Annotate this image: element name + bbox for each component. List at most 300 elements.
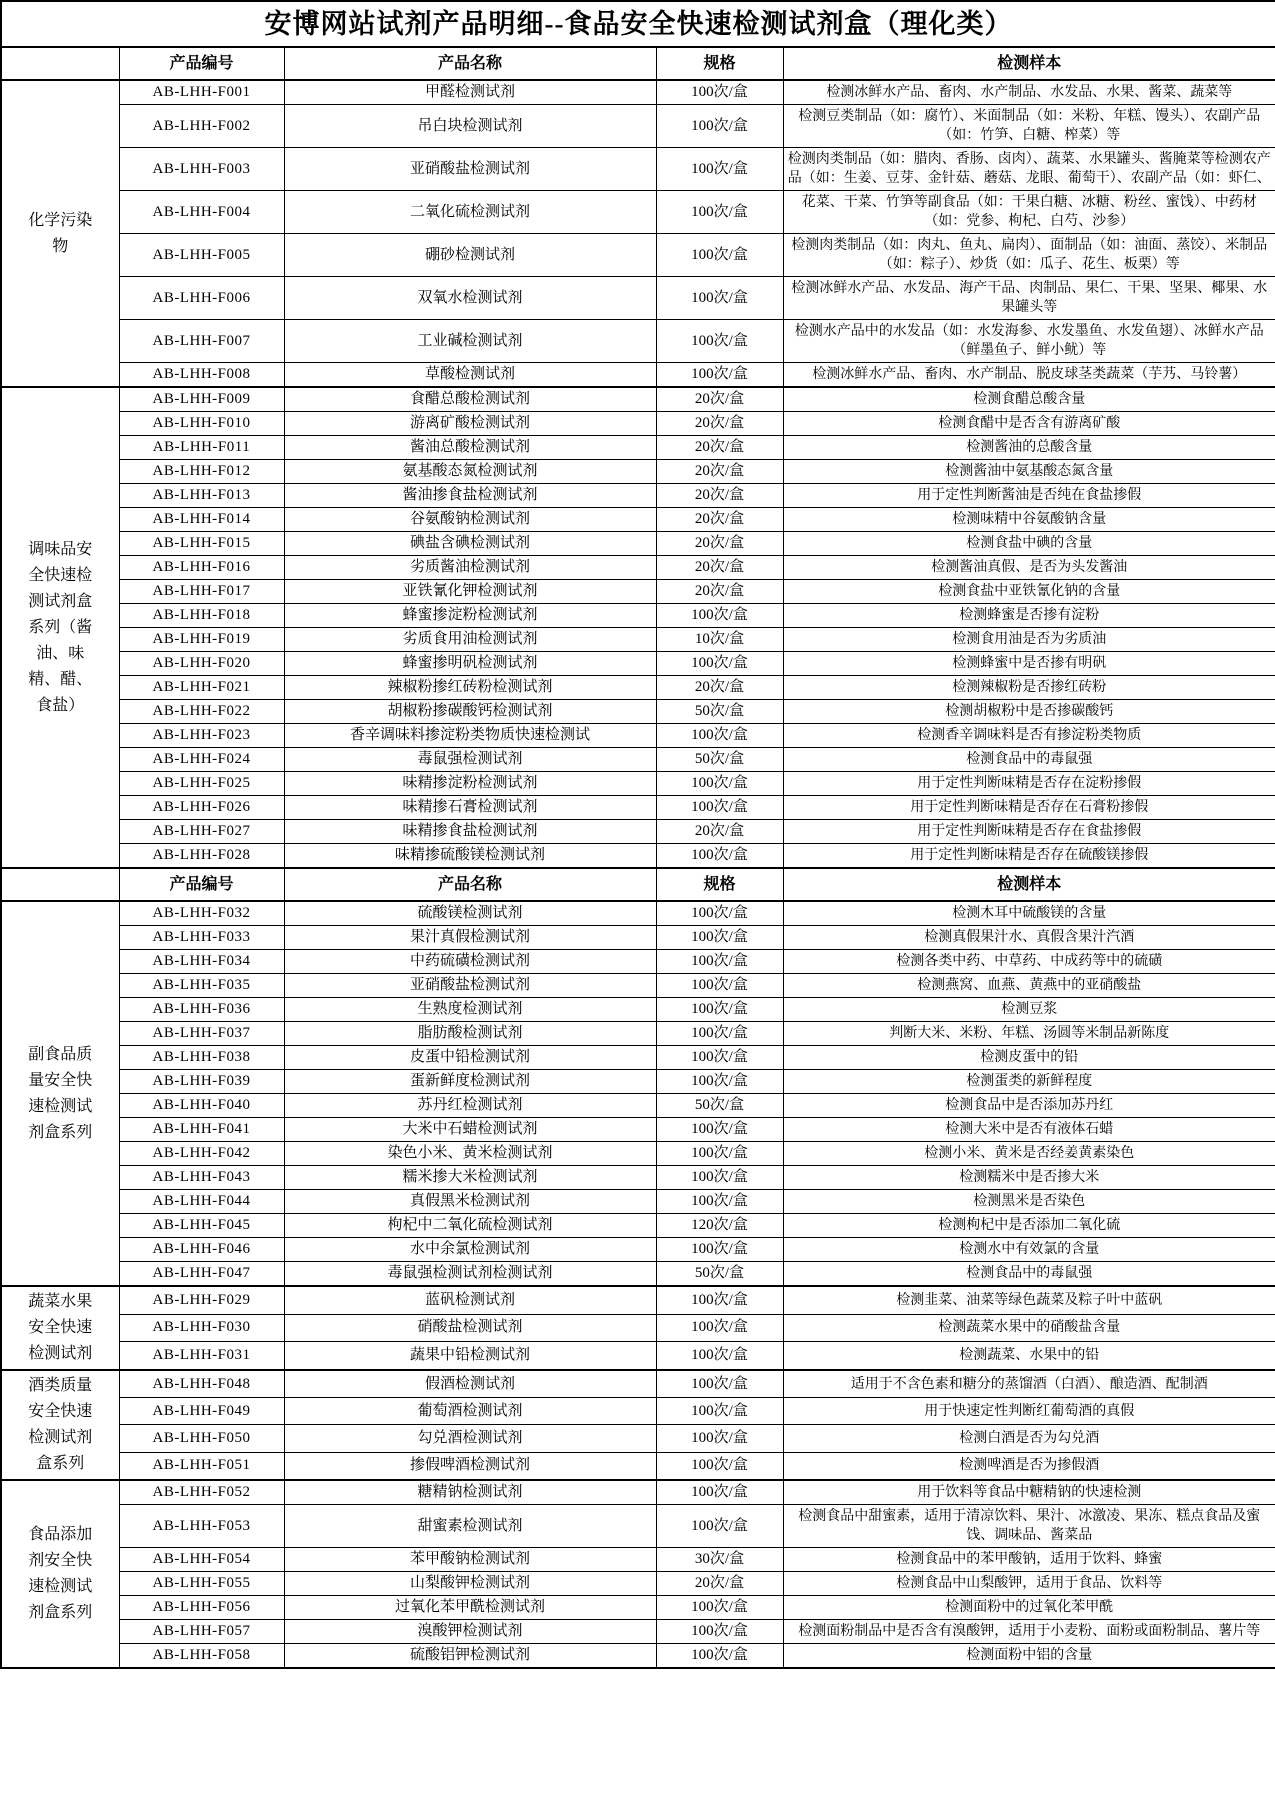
product-spec-cell: 100次/盒 xyxy=(656,277,783,320)
product-spec-cell: 20次/盒 xyxy=(656,484,783,508)
product-name-cell: 糯米掺大米检测试剂 xyxy=(284,1166,656,1190)
product-code-cell: AB-LHH-F022 xyxy=(119,700,284,724)
product-name-cell: 碘盐含碘检测试剂 xyxy=(284,532,656,556)
product-code-cell: AB-LHH-F007 xyxy=(119,320,284,363)
product-spec-cell: 100次/盒 xyxy=(656,1505,783,1548)
product-name-cell: 大米中石蜡检测试剂 xyxy=(284,1118,656,1142)
product-spec-cell: 100次/盒 xyxy=(656,1596,783,1620)
table-row xyxy=(1,1370,1275,1398)
product-name-cell: 蜂蜜掺淀粉检测试剂 xyxy=(284,604,656,628)
product-name-cell: 胡椒粉掺碳酸钙检测试剂 xyxy=(284,700,656,724)
product-spec-cell: 100次/盒 xyxy=(656,1452,783,1480)
product-name-cell: 草酸检测试剂 xyxy=(284,363,656,388)
product-name-cell: 生熟度检测试剂 xyxy=(284,998,656,1022)
table-row xyxy=(1,1398,1275,1425)
table-row xyxy=(1,950,1275,974)
table-row xyxy=(1,508,1275,532)
product-spec-cell: 100次/盒 xyxy=(656,1046,783,1070)
product-sample-cell: 检测食品中的毒鼠强 xyxy=(783,1262,1275,1287)
column-header: 产品名称 xyxy=(284,868,656,901)
table-row xyxy=(1,1022,1275,1046)
product-spec-cell: 20次/盒 xyxy=(656,556,783,580)
product-name-cell: 工业碱检测试剂 xyxy=(284,320,656,363)
product-name-cell: 水中余氯检测试剂 xyxy=(284,1238,656,1262)
product-sample-cell: 检测皮蛋中的铅 xyxy=(783,1046,1275,1070)
product-spec-cell: 100次/盒 xyxy=(656,80,783,105)
product-name-cell: 味精掺淀粉检测试剂 xyxy=(284,772,656,796)
product-name-cell: 味精掺食盐检测试剂 xyxy=(284,820,656,844)
product-name-cell: 毒鼠强检测试剂 xyxy=(284,748,656,772)
product-name-cell: 枸杞中二氧化硫检测试剂 xyxy=(284,1214,656,1238)
product-spec-cell: 100次/盒 xyxy=(656,234,783,277)
product-name-cell: 硫酸铝钾检测试剂 xyxy=(284,1644,656,1669)
product-sample-cell: 检测豆浆 xyxy=(783,998,1275,1022)
product-name-cell: 谷氨酸钠检测试剂 xyxy=(284,508,656,532)
product-sample-cell: 检测糯米中是否掺大米 xyxy=(783,1166,1275,1190)
product-code-cell: AB-LHH-F030 xyxy=(119,1314,284,1342)
product-sample-cell: 检测燕窝、血燕、黄燕中的亚硝酸盐 xyxy=(783,974,1275,998)
table-row xyxy=(1,1314,1275,1342)
column-header: 产品编号 xyxy=(119,47,284,80)
product-code-cell: AB-LHH-F050 xyxy=(119,1425,284,1452)
product-code-cell: AB-LHH-F053 xyxy=(119,1505,284,1548)
product-name-cell: 过氧化苯甲酰检测试剂 xyxy=(284,1596,656,1620)
product-spec-cell: 100次/盒 xyxy=(656,901,783,926)
product-code-cell: AB-LHH-F006 xyxy=(119,277,284,320)
product-spec-cell: 100次/盒 xyxy=(656,1425,783,1452)
title-row xyxy=(1,1,1275,47)
product-code-cell: AB-LHH-F044 xyxy=(119,1190,284,1214)
product-sample-cell: 检测枸杞中是否添加二氧化硫 xyxy=(783,1214,1275,1238)
product-name-cell: 假酒检测试剂 xyxy=(284,1370,656,1398)
product-name-cell: 脂肪酸检测试剂 xyxy=(284,1022,656,1046)
product-code-cell: AB-LHH-F048 xyxy=(119,1370,284,1398)
product-spec-cell: 20次/盒 xyxy=(656,820,783,844)
product-name-cell: 山梨酸钾检测试剂 xyxy=(284,1572,656,1596)
product-code-cell: AB-LHH-F058 xyxy=(119,1644,284,1669)
product-sample-cell: 检测胡椒粉中是否掺碳酸钙 xyxy=(783,700,1275,724)
table-row xyxy=(1,1505,1275,1548)
product-name-cell: 勾兑酒检测试剂 xyxy=(284,1425,656,1452)
table-row xyxy=(1,820,1275,844)
product-sample-cell: 检测韭菜、油菜等绿色蔬菜及粽子叶中蓝矾 xyxy=(783,1286,1275,1314)
product-code-cell: AB-LHH-F032 xyxy=(119,901,284,926)
product-spec-cell: 100次/盒 xyxy=(656,1022,783,1046)
product-name-cell: 酱油掺食盐检测试剂 xyxy=(284,484,656,508)
product-name-cell: 硼砂检测试剂 xyxy=(284,234,656,277)
product-code-cell: AB-LHH-F010 xyxy=(119,412,284,436)
product-name-cell: 味精掺硫酸镁检测试剂 xyxy=(284,844,656,869)
product-code-cell: AB-LHH-F003 xyxy=(119,148,284,191)
product-code-cell: AB-LHH-F009 xyxy=(119,387,284,412)
product-spec-cell: 50次/盒 xyxy=(656,748,783,772)
product-name-cell: 苯甲酸钠检测试剂 xyxy=(284,1548,656,1572)
product-code-cell: AB-LHH-F049 xyxy=(119,1398,284,1425)
product-spec-cell: 100次/盒 xyxy=(656,105,783,148)
product-spec-cell: 100次/盒 xyxy=(656,1480,783,1505)
product-code-cell: AB-LHH-F024 xyxy=(119,748,284,772)
product-name-cell: 辣椒粉掺红砖粉检测试剂 xyxy=(284,676,656,700)
product-name-cell: 吊白块检测试剂 xyxy=(284,105,656,148)
header-row xyxy=(1,868,1275,901)
product-spec-cell: 20次/盒 xyxy=(656,412,783,436)
table-row xyxy=(1,1620,1275,1644)
product-spec-cell: 50次/盒 xyxy=(656,1262,783,1287)
table-row xyxy=(1,148,1275,191)
table-row xyxy=(1,926,1275,950)
product-code-cell: AB-LHH-F005 xyxy=(119,234,284,277)
category-header-empty-cell xyxy=(1,47,119,80)
product-spec-cell: 20次/盒 xyxy=(656,580,783,604)
column-header: 检测样本 xyxy=(783,47,1275,80)
product-code-cell: AB-LHH-F054 xyxy=(119,1548,284,1572)
product-sample-cell: 检测食盐中碘的含量 xyxy=(783,532,1275,556)
product-code-cell: AB-LHH-F036 xyxy=(119,998,284,1022)
product-sample-cell: 检测食品中是否添加苏丹红 xyxy=(783,1094,1275,1118)
table-row xyxy=(1,604,1275,628)
product-spec-cell: 100次/盒 xyxy=(656,796,783,820)
table-row xyxy=(1,748,1275,772)
product-name-cell: 皮蛋中铅检测试剂 xyxy=(284,1046,656,1070)
table-row xyxy=(1,1548,1275,1572)
product-spec-cell: 20次/盒 xyxy=(656,676,783,700)
table-row xyxy=(1,105,1275,148)
table-row xyxy=(1,676,1275,700)
product-code-cell: AB-LHH-F042 xyxy=(119,1142,284,1166)
table-row xyxy=(1,652,1275,676)
table-row xyxy=(1,1572,1275,1596)
product-sample-cell: 检测面粉中铝的含量 xyxy=(783,1644,1275,1669)
product-sample-cell: 检测冰鲜水产品、畜肉、水产制品、脱皮球茎类蔬菜（芋艿、马铃薯） xyxy=(783,363,1275,388)
product-spec-cell: 30次/盒 xyxy=(656,1548,783,1572)
product-sample-cell: 用于定性判断味精是否存在食盐掺假 xyxy=(783,820,1275,844)
product-name-cell: 中药硫磺检测试剂 xyxy=(284,950,656,974)
product-spec-cell: 100次/盒 xyxy=(656,926,783,950)
product-code-cell: AB-LHH-F016 xyxy=(119,556,284,580)
product-name-cell: 果汁真假检测试剂 xyxy=(284,926,656,950)
category-cell: 蔬菜水果安全快速检测试剂 xyxy=(1,1286,119,1370)
category-cell: 副食品质量安全快速检测试剂盒系列 xyxy=(1,901,119,1286)
product-sample-cell: 检测小米、黄米是否经姜黄素染色 xyxy=(783,1142,1275,1166)
product-sample-cell: 检测水产品中的水发品（如：水发海参、水发墨鱼、水发鱼翅）、冰鲜水产品（鲜墨鱼子、鲜小鱿）等 xyxy=(783,320,1275,363)
product-code-cell: AB-LHH-F037 xyxy=(119,1022,284,1046)
product-sample-cell: 检测食品中的毒鼠强 xyxy=(783,748,1275,772)
product-name-cell: 真假黑米检测试剂 xyxy=(284,1190,656,1214)
product-name-cell: 甲醛检测试剂 xyxy=(284,80,656,105)
product-sample-cell: 用于定性判断味精是否存在硫酸镁掺假 xyxy=(783,844,1275,869)
product-sample-cell: 检测面粉制品中是否含有溴酸钾，适用于小麦粉、面粉或面粉制品、薯片等 xyxy=(783,1620,1275,1644)
product-code-cell: AB-LHH-F043 xyxy=(119,1166,284,1190)
product-sample-cell: 检测黑米是否染色 xyxy=(783,1190,1275,1214)
product-name-cell: 劣质酱油检测试剂 xyxy=(284,556,656,580)
product-name-cell: 溴酸钾检测试剂 xyxy=(284,1620,656,1644)
product-spec-cell: 100次/盒 xyxy=(656,1286,783,1314)
table-row xyxy=(1,436,1275,460)
product-code-cell: AB-LHH-F057 xyxy=(119,1620,284,1644)
product-spec-cell: 20次/盒 xyxy=(656,387,783,412)
product-spec-cell: 100次/盒 xyxy=(656,772,783,796)
product-code-cell: AB-LHH-F011 xyxy=(119,436,284,460)
product-code-cell: AB-LHH-F001 xyxy=(119,80,284,105)
category-cell: 调味品安全快速检测试剂盒系列（酱油、味精、醋、食盐） xyxy=(1,387,119,868)
product-name-cell: 劣质食用油检测试剂 xyxy=(284,628,656,652)
table-row xyxy=(1,234,1275,277)
product-sample-cell: 检测蜂蜜中是否掺有明矾 xyxy=(783,652,1275,676)
table-row xyxy=(1,844,1275,869)
table-row xyxy=(1,387,1275,412)
product-sample-cell: 判断大米、米粉、年糕、汤圆等米制品新陈度 xyxy=(783,1022,1275,1046)
product-code-cell: AB-LHH-F031 xyxy=(119,1342,284,1370)
product-sample-cell: 检测味精中谷氨酸钠含量 xyxy=(783,508,1275,532)
product-spec-cell: 100次/盒 xyxy=(656,1314,783,1342)
table-row xyxy=(1,580,1275,604)
table-row xyxy=(1,1070,1275,1094)
product-name-cell: 葡萄酒检测试剂 xyxy=(284,1398,656,1425)
product-code-cell: AB-LHH-F028 xyxy=(119,844,284,869)
product-code-cell: AB-LHH-F056 xyxy=(119,1596,284,1620)
product-code-cell: AB-LHH-F027 xyxy=(119,820,284,844)
product-spec-cell: 120次/盒 xyxy=(656,1214,783,1238)
product-code-cell: AB-LHH-F021 xyxy=(119,676,284,700)
table-row xyxy=(1,1190,1275,1214)
page-title: 安博网站试剂产品明细--食品安全快速检测试剂盒（理化类） xyxy=(1,1,1275,47)
product-sample-cell: 检测辣椒粉是否掺红砖粉 xyxy=(783,676,1275,700)
category-cell: 化学污染物 xyxy=(1,80,119,387)
column-header: 规格 xyxy=(656,47,783,80)
table-row xyxy=(1,724,1275,748)
product-code-cell: AB-LHH-F041 xyxy=(119,1118,284,1142)
table-row xyxy=(1,901,1275,926)
product-spec-cell: 100次/盒 xyxy=(656,844,783,869)
table-row xyxy=(1,1238,1275,1262)
product-spec-cell: 20次/盒 xyxy=(656,460,783,484)
product-sample-cell: 检测蜂蜜是否掺有淀粉 xyxy=(783,604,1275,628)
product-name-cell: 掺假啤酒检测试剂 xyxy=(284,1452,656,1480)
product-spec-cell: 10次/盒 xyxy=(656,628,783,652)
product-name-cell: 毒鼠强检测试剂检测试剂 xyxy=(284,1262,656,1287)
product-code-cell: AB-LHH-F023 xyxy=(119,724,284,748)
table-row xyxy=(1,1214,1275,1238)
product-name-cell: 氨基酸态氮检测试剂 xyxy=(284,460,656,484)
product-spec-cell: 100次/盒 xyxy=(656,1238,783,1262)
table-row xyxy=(1,1644,1275,1669)
table-row xyxy=(1,1342,1275,1370)
product-sample-cell: 检测食醋总酸含量 xyxy=(783,387,1275,412)
product-spec-cell: 100次/盒 xyxy=(656,363,783,388)
product-spec-cell: 100次/盒 xyxy=(656,320,783,363)
product-code-cell: AB-LHH-F051 xyxy=(119,1452,284,1480)
product-name-cell: 香辛调味料掺淀粉类物质快速检测试 xyxy=(284,724,656,748)
product-name-cell: 亚硝酸盐检测试剂 xyxy=(284,148,656,191)
product-name-cell: 游离矿酸检测试剂 xyxy=(284,412,656,436)
product-sample-cell: 检测食品中山梨酸钾，适用于食品、饮料等 xyxy=(783,1572,1275,1596)
product-spec-cell: 100次/盒 xyxy=(656,974,783,998)
product-sample-cell: 用于定性判断味精是否存在淀粉掺假 xyxy=(783,772,1275,796)
product-code-cell: AB-LHH-F017 xyxy=(119,580,284,604)
product-code-cell: AB-LHH-F046 xyxy=(119,1238,284,1262)
table-row xyxy=(1,1596,1275,1620)
table-row xyxy=(1,1286,1275,1314)
product-sample-cell: 检测白酒是否为勾兑酒 xyxy=(783,1425,1275,1452)
table-row xyxy=(1,1094,1275,1118)
product-name-cell: 硝酸盐检测试剂 xyxy=(284,1314,656,1342)
product-sample-cell: 检测冰鲜水产品、畜肉、水产制品、水发品、水果、酱菜、蔬菜等 xyxy=(783,80,1275,105)
table-row xyxy=(1,363,1275,388)
column-header: 产品编号 xyxy=(119,868,284,901)
product-code-cell: AB-LHH-F008 xyxy=(119,363,284,388)
table-row xyxy=(1,628,1275,652)
table-row xyxy=(1,1262,1275,1287)
product-spec-cell: 100次/盒 xyxy=(656,1644,783,1669)
table-row xyxy=(1,1118,1275,1142)
product-spec-cell: 100次/盒 xyxy=(656,998,783,1022)
product-spec-cell: 100次/盒 xyxy=(656,148,783,191)
product-sample-cell: 检测豆类制品（如：腐竹）、米面制品（如：米粉、年糕、馒头）、农副产品（如：竹笋、白糖、榨菜）等 xyxy=(783,105,1275,148)
product-sample-cell: 检测肉类制品（如：腊肉、香肠、卤肉）、蔬菜、水果罐头、酱腌菜等检测农产品（如：生姜、豆芽、金针菇、蘑菇、龙眼、葡萄干）、农副产品（如：虾仁、 xyxy=(783,148,1275,191)
product-sample-cell: 检测食品中的苯甲酸钠，适用于饮料、蜂蜜 xyxy=(783,1548,1275,1572)
table-row xyxy=(1,772,1275,796)
product-code-cell: AB-LHH-F020 xyxy=(119,652,284,676)
product-sample-cell: 检测木耳中硫酸镁的含量 xyxy=(783,901,1275,926)
category-header-empty-cell xyxy=(1,868,119,901)
column-header: 检测样本 xyxy=(783,868,1275,901)
product-sample-cell: 检测大米中是否有液体石蜡 xyxy=(783,1118,1275,1142)
product-spec-cell: 50次/盒 xyxy=(656,700,783,724)
product-code-cell: AB-LHH-F034 xyxy=(119,950,284,974)
table-row xyxy=(1,1166,1275,1190)
product-code-cell: AB-LHH-F035 xyxy=(119,974,284,998)
table-row xyxy=(1,484,1275,508)
product-spec-cell: 20次/盒 xyxy=(656,1572,783,1596)
table-row xyxy=(1,556,1275,580)
table-row xyxy=(1,796,1275,820)
product-sample-cell: 检测肉类制品（如：肉丸、鱼丸、扁肉）、面制品（如：油面、蒸饺）、米制品（如：粽子）、炒货（如：瓜子、花生、板栗）等 xyxy=(783,234,1275,277)
product-code-cell: AB-LHH-F039 xyxy=(119,1070,284,1094)
product-sample-cell: 检测酱油中氨基酸态氮含量 xyxy=(783,460,1275,484)
product-name-cell: 蓝矾检测试剂 xyxy=(284,1286,656,1314)
product-sample-cell: 检测各类中药、中草药、中成药等中的硫磺 xyxy=(783,950,1275,974)
product-name-cell: 蜂蜜掺明矾检测试剂 xyxy=(284,652,656,676)
product-spec-cell: 100次/盒 xyxy=(656,652,783,676)
product-name-cell: 二氧化硫检测试剂 xyxy=(284,191,656,234)
product-code-cell: AB-LHH-F018 xyxy=(119,604,284,628)
product-spec-cell: 100次/盒 xyxy=(656,191,783,234)
product-spec-cell: 100次/盒 xyxy=(656,950,783,974)
product-code-cell: AB-LHH-F012 xyxy=(119,460,284,484)
product-sample-cell: 用于饮料等食品中糖精钠的快速检测 xyxy=(783,1480,1275,1505)
product-spec-cell: 100次/盒 xyxy=(656,1118,783,1142)
table-row xyxy=(1,80,1275,105)
product-spec-cell: 20次/盒 xyxy=(656,436,783,460)
product-name-cell: 甜蜜素检测试剂 xyxy=(284,1505,656,1548)
table-row xyxy=(1,700,1275,724)
product-name-cell: 糖精钠检测试剂 xyxy=(284,1480,656,1505)
product-sample-cell: 检测蔬菜、水果中的铅 xyxy=(783,1342,1275,1370)
product-sample-cell: 检测蛋类的新鲜程度 xyxy=(783,1070,1275,1094)
product-sample-cell: 检测蔬菜水果中的硝酸盐含量 xyxy=(783,1314,1275,1342)
product-sample-cell: 用于定性判断酱油是否纯在食盐掺假 xyxy=(783,484,1275,508)
product-spec-cell: 100次/盒 xyxy=(656,1070,783,1094)
table-row xyxy=(1,1480,1275,1505)
product-code-cell: AB-LHH-F026 xyxy=(119,796,284,820)
product-sample-cell: 用于快速定性判断红葡萄酒的真假 xyxy=(783,1398,1275,1425)
product-spec-cell: 100次/盒 xyxy=(656,1370,783,1398)
product-name-cell: 蛋新鲜度检测试剂 xyxy=(284,1070,656,1094)
table-row xyxy=(1,277,1275,320)
product-spec-cell: 100次/盒 xyxy=(656,1342,783,1370)
product-sample-cell: 检测食用油是否为劣质油 xyxy=(783,628,1275,652)
table-row xyxy=(1,1046,1275,1070)
product-code-cell: AB-LHH-F025 xyxy=(119,772,284,796)
product-code-cell: AB-LHH-F047 xyxy=(119,1262,284,1287)
product-spec-cell: 100次/盒 xyxy=(656,604,783,628)
product-spec-cell: 100次/盒 xyxy=(656,1190,783,1214)
product-sample-cell: 检测酱油的总酸含量 xyxy=(783,436,1275,460)
table-row xyxy=(1,1452,1275,1480)
product-code-cell: AB-LHH-F019 xyxy=(119,628,284,652)
product-code-cell: AB-LHH-F052 xyxy=(119,1480,284,1505)
product-spec-cell: 100次/盒 xyxy=(656,724,783,748)
column-header: 产品名称 xyxy=(284,47,656,80)
product-sample-cell: 用于定性判断味精是否存在石膏粉掺假 xyxy=(783,796,1275,820)
product-sample-cell: 检测香辛调味料是否有掺淀粉类物质 xyxy=(783,724,1275,748)
table-row xyxy=(1,532,1275,556)
product-code-cell: AB-LHH-F038 xyxy=(119,1046,284,1070)
product-sample-cell: 检测啤酒是否为掺假酒 xyxy=(783,1452,1275,1480)
table-row xyxy=(1,1425,1275,1452)
product-name-cell: 蔬果中铅检测试剂 xyxy=(284,1342,656,1370)
product-code-cell: AB-LHH-F013 xyxy=(119,484,284,508)
product-name-cell: 酱油总酸检测试剂 xyxy=(284,436,656,460)
product-sample-cell: 检测面粉中的过氧化苯甲酰 xyxy=(783,1596,1275,1620)
category-cell: 食品添加剂安全快速检测试剂盒系列 xyxy=(1,1480,119,1668)
product-sample-cell: 检测真假果汁水、真假含果汁汽酒 xyxy=(783,926,1275,950)
product-spec-cell: 20次/盒 xyxy=(656,508,783,532)
table-row xyxy=(1,191,1275,234)
product-sample-cell: 检测水中有效氯的含量 xyxy=(783,1238,1275,1262)
product-spec-cell: 100次/盒 xyxy=(656,1142,783,1166)
table-row xyxy=(1,320,1275,363)
product-code-cell: AB-LHH-F015 xyxy=(119,532,284,556)
product-code-cell: AB-LHH-F040 xyxy=(119,1094,284,1118)
product-name-cell: 苏丹红检测试剂 xyxy=(284,1094,656,1118)
product-code-cell: AB-LHH-F014 xyxy=(119,508,284,532)
column-header: 规格 xyxy=(656,868,783,901)
category-cell: 酒类质量安全快速检测试剂盒系列 xyxy=(1,1370,119,1480)
product-sample-cell: 检测食品中甜蜜素，适用于清凉饮料、果汁、冰激凌、果冻、糕点食品及蜜饯、调味品、酱菜品 xyxy=(783,1505,1275,1548)
header-row xyxy=(1,47,1275,80)
product-name-cell: 味精掺石膏检测试剂 xyxy=(284,796,656,820)
table-row xyxy=(1,974,1275,998)
product-sample-cell: 检测冰鲜水产品、水发品、海产干品、肉制品、果仁、干果、坚果、椰果、水果罐头等 xyxy=(783,277,1275,320)
table-row xyxy=(1,1142,1275,1166)
product-name-cell: 硫酸镁检测试剂 xyxy=(284,901,656,926)
product-sample-cell: 检测食盐中亚铁氰化钠的含量 xyxy=(783,580,1275,604)
product-sample-cell: 检测食醋中是否含有游离矿酸 xyxy=(783,412,1275,436)
table-row xyxy=(1,412,1275,436)
product-name-cell: 亚硝酸盐检测试剂 xyxy=(284,974,656,998)
product-sample-cell: 花菜、干菜、竹笋等副食品（如：干果白糖、冰糖、粉丝、蜜饯）、中药材（如：党参、枸杞、白芍、沙参） xyxy=(783,191,1275,234)
product-code-cell: AB-LHH-F002 xyxy=(119,105,284,148)
product-name-cell: 食醋总酸检测试剂 xyxy=(284,387,656,412)
product-code-cell: AB-LHH-F029 xyxy=(119,1286,284,1314)
product-name-cell: 双氧水检测试剂 xyxy=(284,277,656,320)
product-sample-cell: 适用于不含色素和糖分的蒸馏酒（白酒）、酿造酒、配制酒 xyxy=(783,1370,1275,1398)
product-code-cell: AB-LHH-F004 xyxy=(119,191,284,234)
product-spec-cell: 100次/盒 xyxy=(656,1620,783,1644)
product-name-cell: 亚铁氰化钾检测试剂 xyxy=(284,580,656,604)
product-spec-cell: 100次/盒 xyxy=(656,1166,783,1190)
